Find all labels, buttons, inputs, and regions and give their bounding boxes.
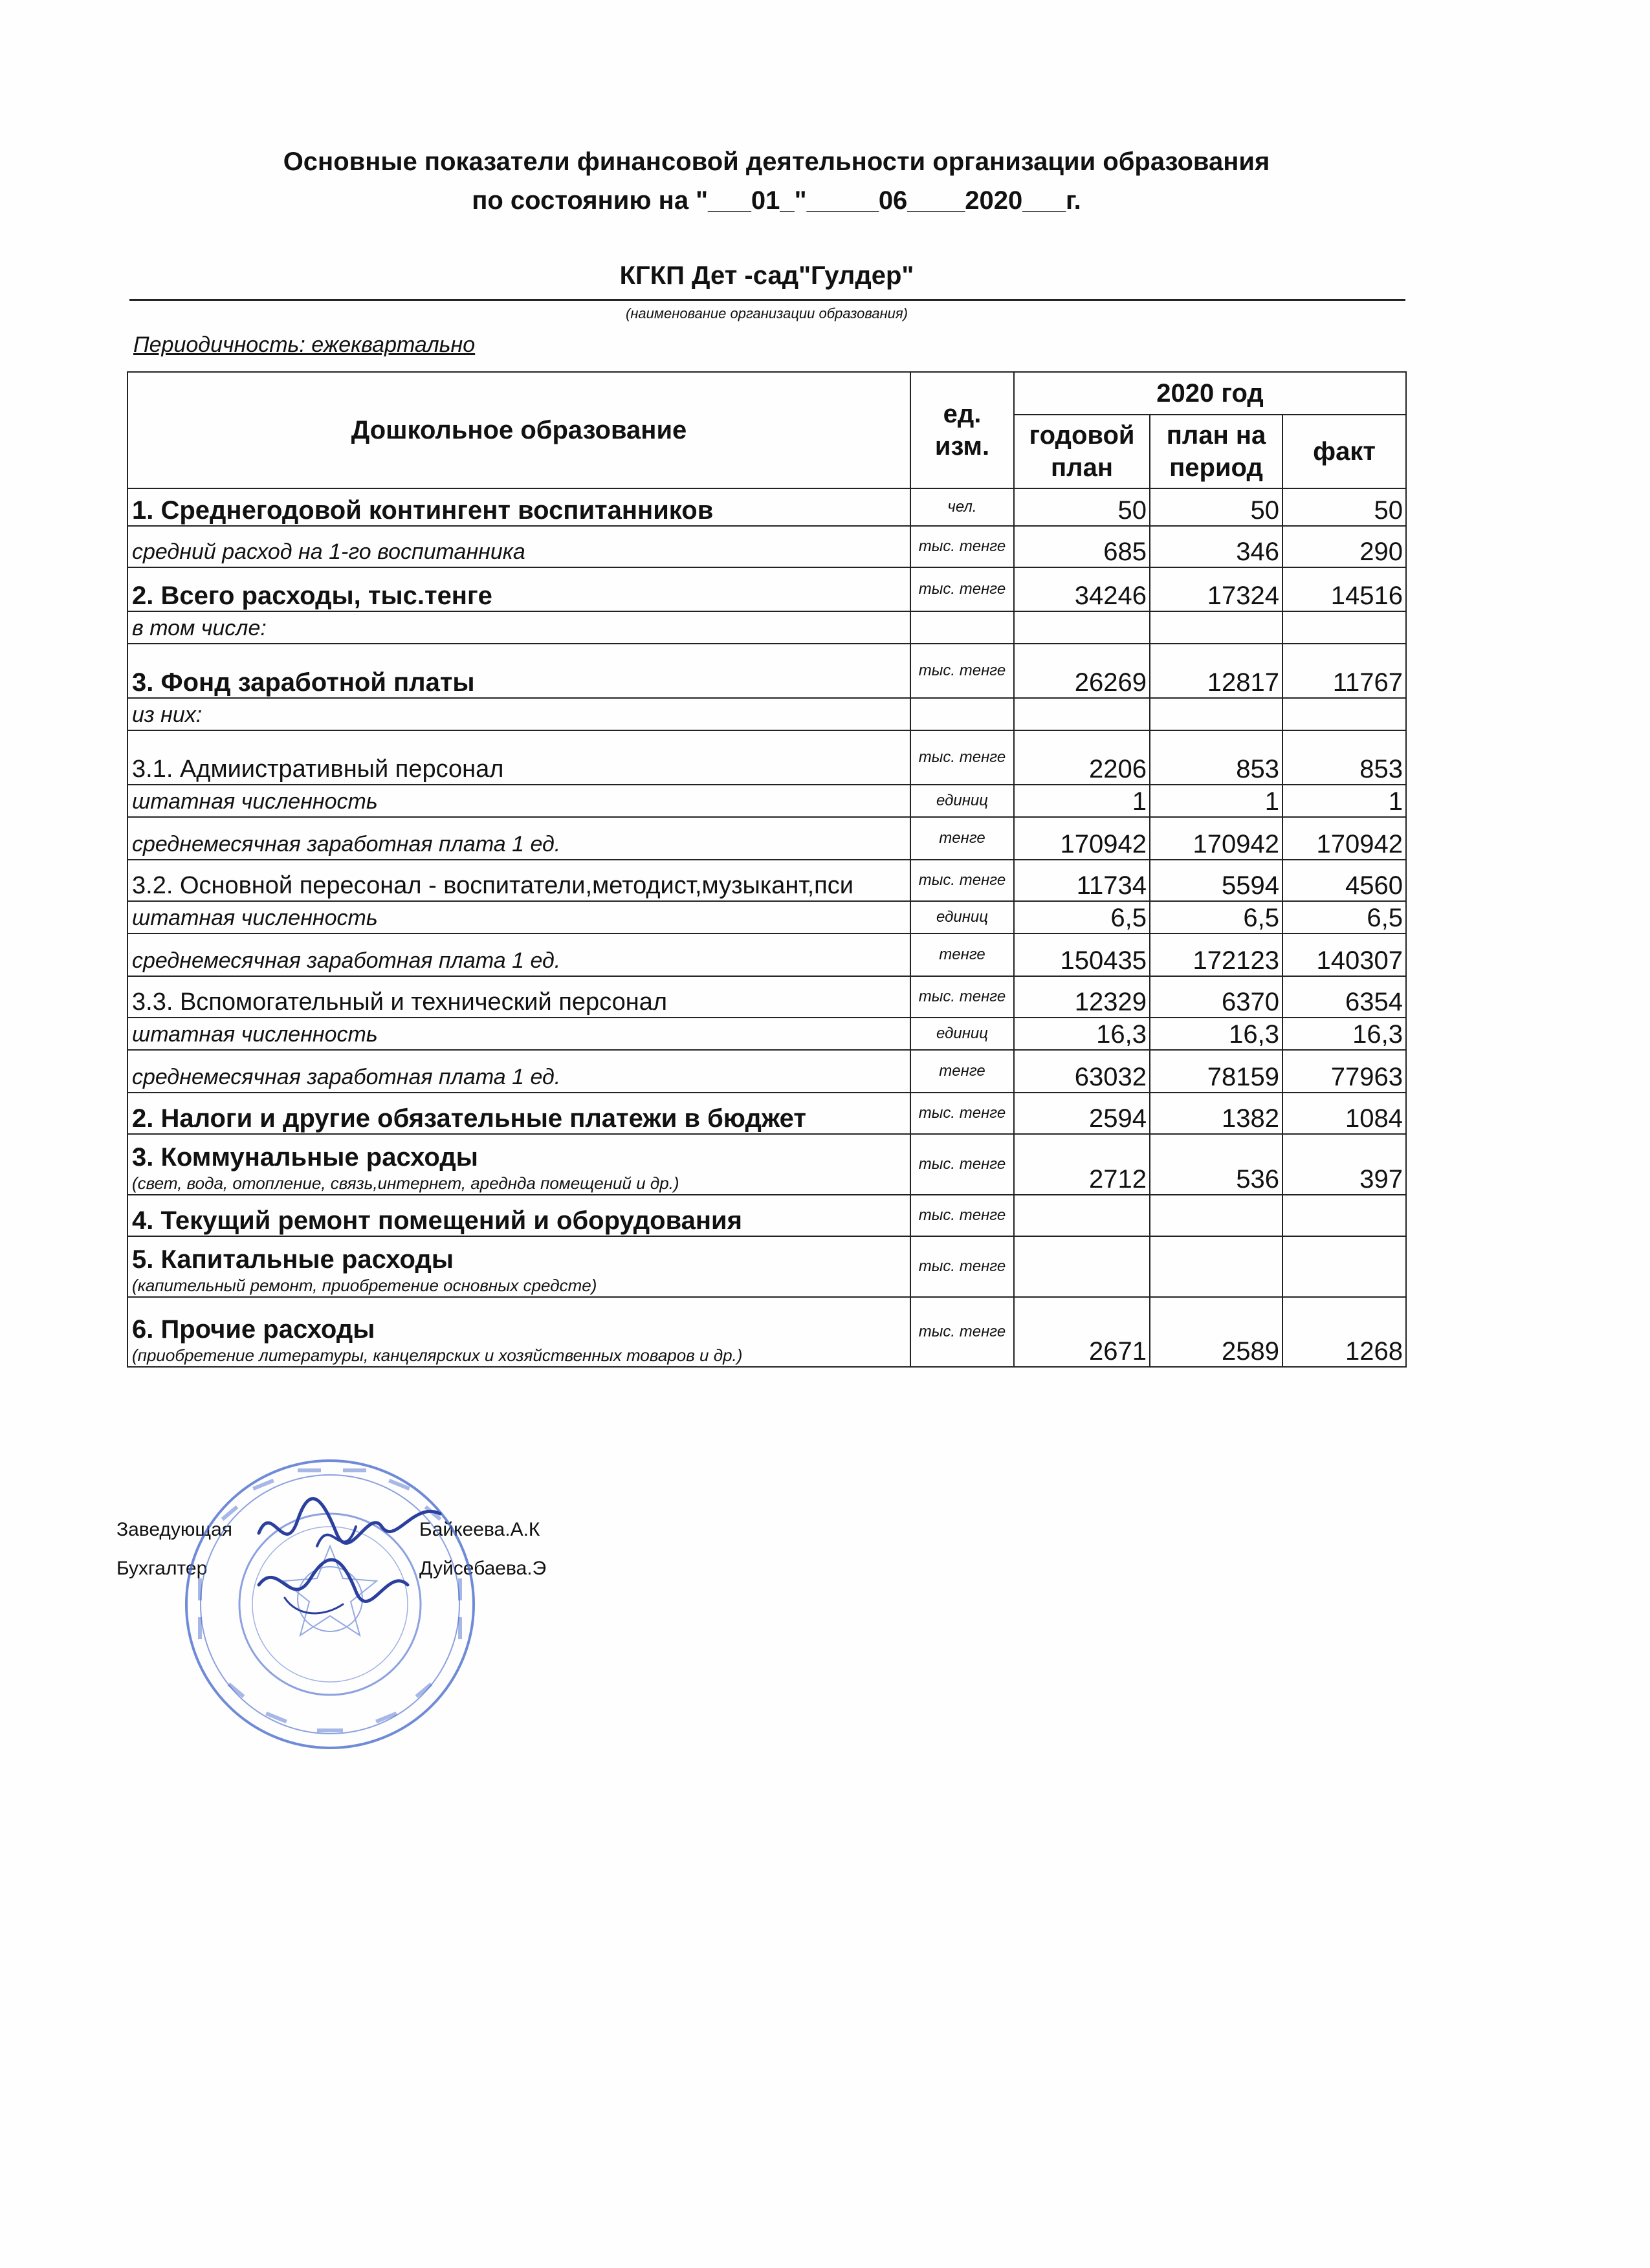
column-header-period-plan: план на период — [1150, 415, 1282, 488]
row-value-fact: 6,5 — [1282, 901, 1406, 933]
financial-indicators-table — [127, 371, 1407, 1368]
row-label: штатная численность — [132, 789, 378, 814]
row-sublabel: (свет, вода, отопление, связь,интернет, ареднда помещений и др.) — [132, 1173, 679, 1193]
document-date-line: по состоянию на "___01_"_____06____2020___г. — [472, 186, 1081, 215]
row-value-annual — [1014, 698, 1150, 730]
row-value-period: 12817 — [1150, 644, 1282, 698]
row-label-cell — [127, 860, 910, 901]
row-value-period: 16,3 — [1150, 1018, 1282, 1050]
row-label: 2. Налоги и другие обязательные платежи в бюджет — [132, 1104, 806, 1133]
row-unit: тенге — [910, 1050, 1014, 1093]
row-value-fact — [1282, 698, 1406, 730]
row-value-annual: 63032 — [1014, 1050, 1150, 1093]
accountant-signature-name: Дуйсебаева.Э — [419, 1558, 547, 1579]
row-value-fact: 853 — [1282, 730, 1406, 785]
row-label: 6. Прочие расходы — [132, 1315, 375, 1344]
row-unit: тыс. тенге — [910, 526, 1014, 567]
row-unit — [910, 698, 1014, 730]
row-value-fact: 4560 — [1282, 860, 1406, 901]
row-value-annual: 2671 — [1014, 1297, 1150, 1367]
row-label: среднемесячная заработная плата 1 ед. — [132, 1065, 561, 1089]
row-value-period: 2589 — [1150, 1297, 1282, 1367]
table-row — [127, 698, 1406, 730]
row-label: 3.2. Основной пересонал - воспитатели,методист,музыкант,пси — [132, 872, 853, 899]
row-sublabel: (капительный ремонт, приобретение основных средстe) — [132, 1276, 597, 1295]
table-row — [127, 730, 1406, 785]
row-value-annual: 2712 — [1014, 1134, 1150, 1195]
row-value-annual: 1 — [1014, 785, 1150, 817]
row-value-annual — [1014, 1195, 1150, 1236]
row-value-period: 1 — [1150, 785, 1282, 817]
row-unit: единиц — [910, 785, 1014, 817]
row-label: 5. Капитальные расходы — [132, 1245, 454, 1274]
row-unit: тыс. тенге — [910, 976, 1014, 1018]
table-body — [127, 488, 1406, 1367]
row-label: 4. Текущий ремонт помещений и оборудования — [132, 1206, 742, 1235]
row-value-annual: 26269 — [1014, 644, 1150, 698]
row-value-fact — [1282, 1195, 1406, 1236]
row-value-annual: 2206 — [1014, 730, 1150, 785]
row-unit: тенге — [910, 933, 1014, 976]
row-label-cell — [127, 976, 910, 1018]
column-header-annual-plan: годовой план — [1014, 415, 1150, 488]
row-label: из них: — [132, 703, 203, 727]
row-unit: тыс. тенге — [910, 567, 1014, 611]
row-label: среднемесячная заработная плата 1 ед. — [132, 832, 561, 856]
row-value-fact: 11767 — [1282, 644, 1406, 698]
row-unit: тенге — [910, 817, 1014, 860]
row-value-annual — [1014, 611, 1150, 644]
row-unit: тыс. тенге — [910, 1195, 1014, 1236]
row-label-cell — [127, 817, 910, 860]
row-value-period: 78159 — [1150, 1050, 1282, 1093]
row-value-annual: 150435 — [1014, 933, 1150, 976]
column-header-unit: ед. изм. — [910, 372, 1014, 488]
row-label-cell — [127, 567, 910, 611]
row-label: штатная численность — [132, 1022, 378, 1047]
row-label: 3.3. Вспомогательный и технический персонал — [132, 988, 668, 1016]
row-value-period — [1150, 698, 1282, 730]
row-label-cell — [127, 1297, 910, 1367]
handwritten-signatures — [246, 1488, 459, 1630]
row-value-annual — [1014, 1236, 1150, 1297]
organization-underline — [129, 299, 1405, 301]
row-value-fact — [1282, 1236, 1406, 1297]
row-value-period: 6,5 — [1150, 901, 1282, 933]
row-value-annual: 16,3 — [1014, 1018, 1150, 1050]
row-value-annual: 170942 — [1014, 817, 1150, 860]
row-value-period — [1150, 611, 1282, 644]
table-row — [127, 526, 1406, 567]
table-row — [127, 860, 1406, 901]
table-row — [127, 785, 1406, 817]
row-value-period: 170942 — [1150, 817, 1282, 860]
row-value-period: 50 — [1150, 488, 1282, 526]
document-title: Основные показатели финансовой деятельности организации образования — [283, 147, 1270, 176]
row-value-fact: 16,3 — [1282, 1018, 1406, 1050]
row-label-cell — [127, 644, 910, 698]
row-value-annual: 12329 — [1014, 976, 1150, 1018]
table-row — [127, 1297, 1406, 1367]
row-value-fact: 77963 — [1282, 1050, 1406, 1093]
row-label: средний расход на 1-го воспитанника — [132, 540, 525, 564]
row-unit: тыс. тенге — [910, 1236, 1014, 1297]
row-label: 3. Коммунальные расходы — [132, 1143, 478, 1172]
table-row — [127, 488, 1406, 526]
table-row — [127, 644, 1406, 698]
row-label-cell — [127, 1236, 910, 1297]
table-row — [127, 1134, 1406, 1195]
row-value-fact: 6354 — [1282, 976, 1406, 1018]
column-header-year: 2020 год — [1014, 372, 1406, 415]
row-unit: тыс. тенге — [910, 730, 1014, 785]
row-value-period: 536 — [1150, 1134, 1282, 1195]
row-label: 3. Фонд заработной платы — [132, 668, 475, 697]
row-label-cell — [127, 1195, 910, 1236]
table-row — [127, 901, 1406, 933]
row-value-fact: 1268 — [1282, 1297, 1406, 1367]
row-label-cell — [127, 611, 910, 644]
row-value-fact: 290 — [1282, 526, 1406, 567]
row-label-cell — [127, 1093, 910, 1134]
row-label-cell — [127, 698, 910, 730]
row-value-annual: 685 — [1014, 526, 1150, 567]
table-row — [127, 1093, 1406, 1134]
row-value-fact — [1282, 611, 1406, 644]
row-value-annual: 50 — [1014, 488, 1150, 526]
row-value-fact: 50 — [1282, 488, 1406, 526]
organization-name: КГКП Дет -сад"Гулдер" — [619, 261, 914, 290]
head-signature-name: Байкеева.А.К — [419, 1519, 540, 1540]
row-unit: тыс. тенге — [910, 644, 1014, 698]
row-value-annual: 6,5 — [1014, 901, 1150, 933]
accountant-signature-label: Бухгалтер — [116, 1558, 208, 1579]
row-label: 1. Среднегодовой контингент воспитанников — [132, 496, 714, 525]
row-value-period: 1382 — [1150, 1093, 1282, 1134]
row-label: штатная численность — [132, 906, 378, 930]
periodicity-label: Периодичность: ежеквартально — [133, 333, 476, 357]
table-row — [127, 611, 1406, 644]
row-label-cell — [127, 1050, 910, 1093]
row-value-fact: 140307 — [1282, 933, 1406, 976]
row-label: среднемесячная заработная плата 1 ед. — [132, 948, 561, 973]
row-unit: тыс. тенге — [910, 1134, 1014, 1195]
row-value-annual: 2594 — [1014, 1093, 1150, 1134]
table-row — [127, 1050, 1406, 1093]
row-label: 3.1. Адмиистративный персонал — [132, 756, 504, 783]
row-value-annual: 34246 — [1014, 567, 1150, 611]
table-row — [127, 817, 1406, 860]
row-value-fact: 1084 — [1282, 1093, 1406, 1134]
organization-caption: (наименование организации образования) — [626, 305, 908, 322]
row-value-period: 346 — [1150, 526, 1282, 567]
row-unit: единиц — [910, 1018, 1014, 1050]
row-value-period: 17324 — [1150, 567, 1282, 611]
row-unit: чел. — [910, 488, 1014, 526]
row-label-cell — [127, 488, 910, 526]
row-value-fact: 170942 — [1282, 817, 1406, 860]
row-value-period: 853 — [1150, 730, 1282, 785]
row-value-period: 172123 — [1150, 933, 1282, 976]
column-header-fact: факт — [1282, 415, 1406, 488]
row-label-cell — [127, 901, 910, 933]
row-unit: тыс. тенге — [910, 1297, 1014, 1367]
row-label-cell — [127, 933, 910, 976]
row-sublabel: (приобретение литературы, канцелярских и хозяйственных товаров и др.) — [132, 1346, 743, 1365]
row-unit: тыс. тенге — [910, 860, 1014, 901]
row-value-period — [1150, 1236, 1282, 1297]
row-unit: единиц — [910, 901, 1014, 933]
row-label-cell — [127, 785, 910, 817]
row-value-fact: 397 — [1282, 1134, 1406, 1195]
row-label-cell — [127, 1018, 910, 1050]
row-label-cell — [127, 1134, 910, 1195]
column-header-name: Дошкольное образование — [127, 372, 910, 488]
table-row — [127, 1195, 1406, 1236]
row-value-period: 5594 — [1150, 860, 1282, 901]
row-label: в том числе: — [132, 616, 267, 640]
row-label-cell — [127, 730, 910, 785]
row-unit — [910, 611, 1014, 644]
row-value-fact: 14516 — [1282, 567, 1406, 611]
row-value-period: 6370 — [1150, 976, 1282, 1018]
head-signature-label: Заведующая — [116, 1519, 233, 1540]
row-label-cell — [127, 526, 910, 567]
table-row — [127, 1018, 1406, 1050]
table-row — [127, 933, 1406, 976]
row-value-period — [1150, 1195, 1282, 1236]
row-value-fact: 1 — [1282, 785, 1406, 817]
table-row — [127, 1236, 1406, 1297]
table-row — [127, 567, 1406, 611]
row-unit: тыс. тенге — [910, 1093, 1014, 1134]
table-row — [127, 976, 1406, 1018]
row-value-annual: 11734 — [1014, 860, 1150, 901]
row-label: 2. Всего расходы, тыс.тенге — [132, 582, 492, 610]
